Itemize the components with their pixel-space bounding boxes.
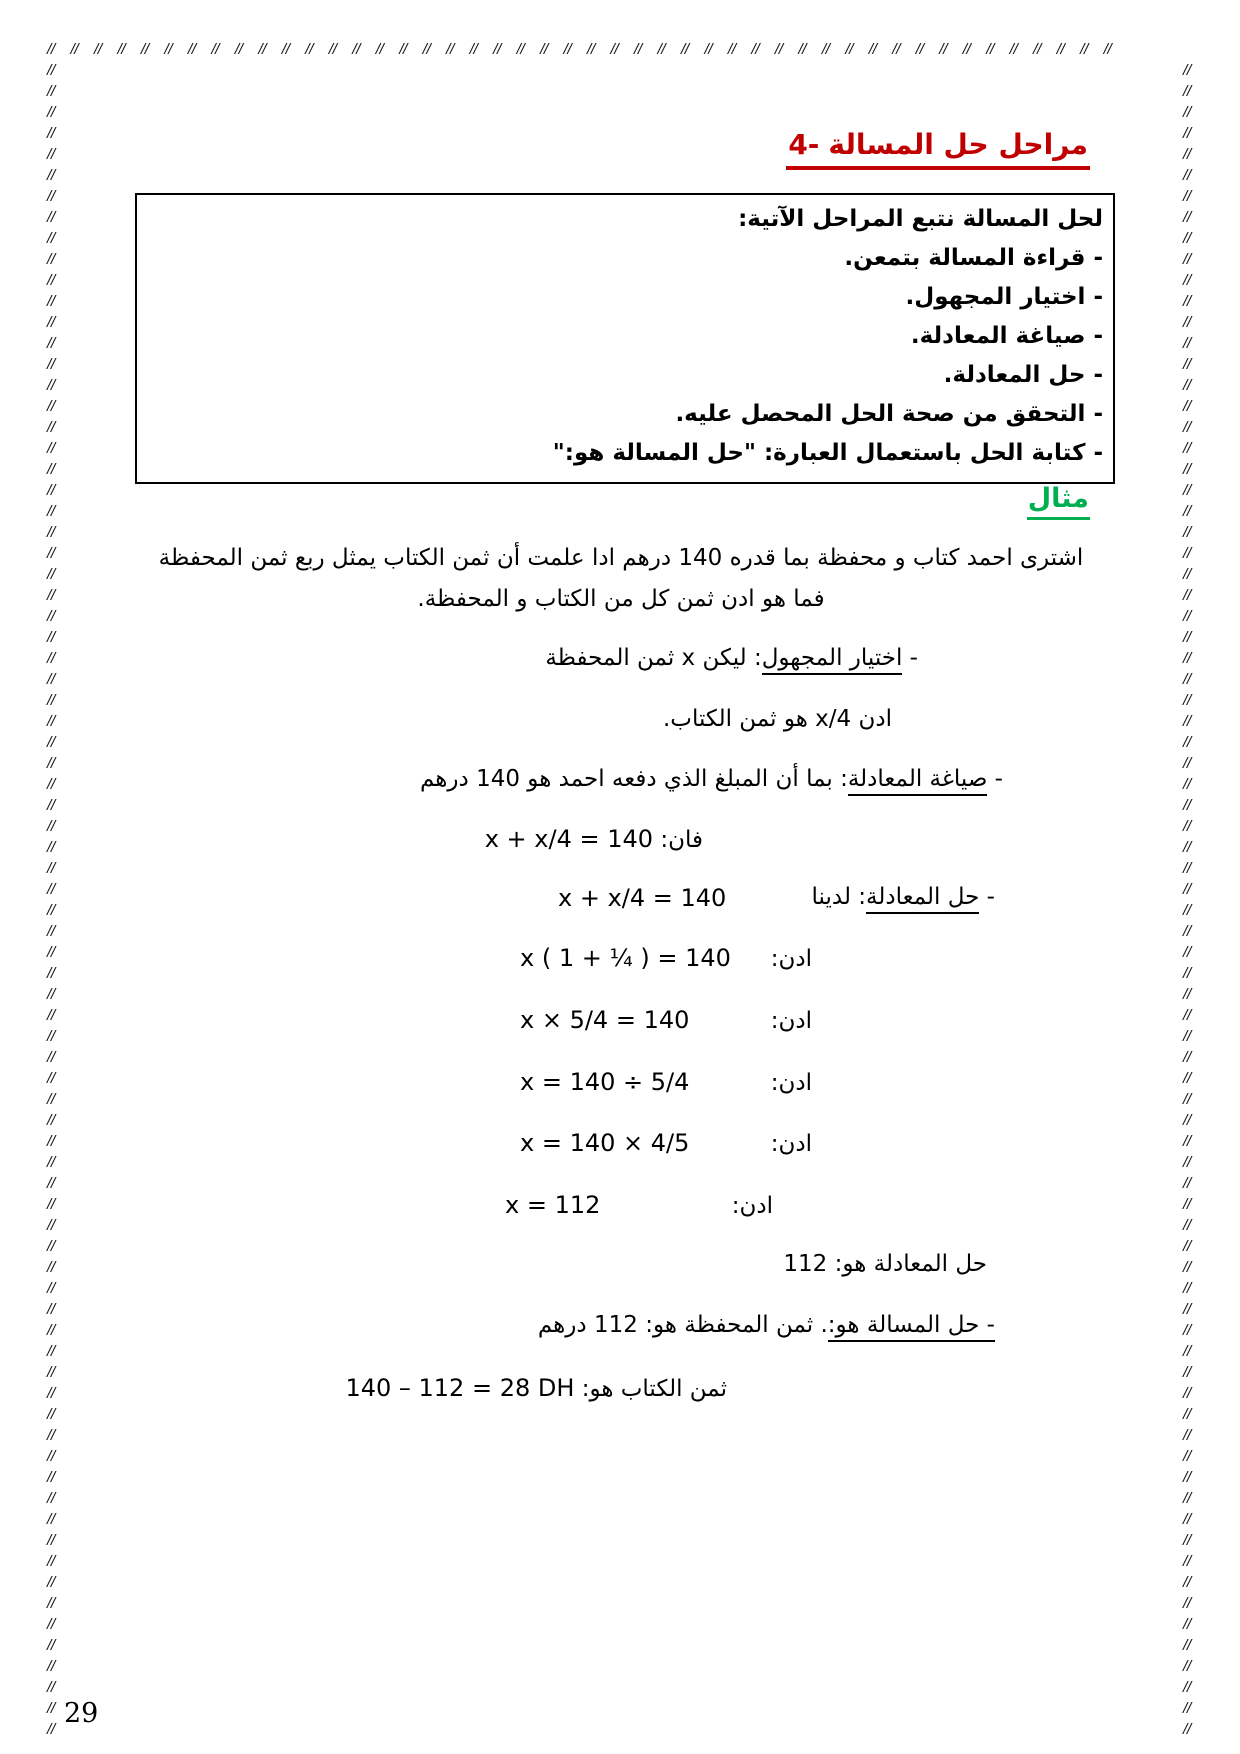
dash: - [979,884,995,910]
step-item: - صياغة المعادلة. [910,323,1103,349]
formulate-text: بما أن المبلغ الذي دفعه احمد هو 140 درهم [419,766,833,792]
hence-label: ادن: [770,946,812,972]
step-item: - كتابة الحل باستعمال العبارة: "حل المسالة هو:" [552,440,1103,466]
problem-solution-label: - حل المسالة هو: [828,1312,995,1342]
hatch-border-left: // // // // // // // // // // // // // // // // // // // // // // // // // // // // // // // // // // // // // // // // // // // // // // // // // // // // // // // // // // // // // // // // // // // // // // // // // // // // // // // // [46,63,54,1737]
derivation-equation: x = 112 [505,1191,601,1219]
hence-label: ادن: [770,1131,812,1157]
then-label: فان: [660,827,703,853]
step-item: - حل المعادلة. [943,362,1103,388]
section-title [786,128,1090,170]
then-line [485,825,703,853]
colon: : [832,766,848,792]
dash: - [987,766,1003,792]
hatch-border-top: // // // // // // // // // // // // // // // // // // // // // // // // // // // // // // // // // // // // // // // // // // // // // // [46,42,1111,57]
solve-text: لدينا [811,884,851,910]
steps-box-intro: لحل المسالة نتبع المراحل الآتية: [738,206,1103,232]
formulate-label: صياغة المعادلة [848,766,988,796]
derivation-equation: x = 140 × 4/5 [520,1129,690,1157]
derivation-equation: x = 140 ÷ 5/4 [520,1068,690,1096]
derivation-row [520,944,812,972]
hatch-border-right: // // // // // // // // // // // // // // // // // // // // // // // // // // // // // // // // // // // // // // // // // // // // // // // // // // // // // // // // // // // // // // // // // // // // // // // // // // // // // // // // [1182,63,1190,1737]
step-item: - التحقق من صحة الحل المحصل عليه. [675,401,1103,427]
book-price-label: ثمن الكتاب هو: [574,1376,727,1402]
colon: : [850,884,867,910]
unknown-conclusion-line: ادن x/4 هو ثمن الكتاب. [662,706,892,732]
book-price-line [345,1374,727,1402]
formulate-line [420,766,1003,792]
derivation-equation: x ( 1 + ¼ ) = 140 [520,944,731,972]
step-item: - قراءة المسالة بتمعن. [844,245,1103,271]
choose-unknown-line [545,645,918,671]
then-equation: x + x/4 = 140 [484,825,654,853]
problem-solution-line [538,1312,995,1338]
derivation-row [505,1191,773,1219]
example-heading: مثال [1027,483,1090,520]
problem-paragraph: اشترى احمد كتاب و محفظة بما قدره 140 درهم ادا علمت أن ثمن الكتاب يمثل ربع ثمن المحفظة فما هو ادن ثمن كل من الكتاب و المحفظة. [158,545,1084,612]
hence-label: ادن: [731,1193,773,1219]
solve-label: حل المعادلة [866,884,979,914]
solve-line [812,884,995,910]
derivation-row [520,1129,812,1157]
section-title-number: 4- [788,128,820,161]
dash: - [902,645,918,671]
steps-box [135,193,1115,484]
equation-solution-line: حل المعادلة هو: 112 [783,1251,987,1277]
section-title-text: مراحل حل المسالة [828,128,1088,161]
problem-solution-text: . ثمن المحفظة هو: 112 درهم [537,1312,828,1338]
hence-label: ادن: [770,1070,812,1096]
page-number: 29 [64,1698,99,1729]
derivation-row [520,1006,812,1034]
choose-unknown-text: ليكن x ثمن المحفظة [545,645,747,671]
solve-equation: x + x/4 = 140 [558,884,727,912]
book-price-equation: 140 – 112 = 28 DH [345,1374,575,1402]
hence-label: ادن: [770,1008,812,1034]
colon: : [746,645,762,671]
choose-unknown-label: اختيار المجهول [762,645,903,675]
step-item: - اختيار المجهول. [905,284,1103,310]
derivation-row [520,1068,812,1096]
derivation-equation: x × 5/4 = 140 [520,1006,690,1034]
